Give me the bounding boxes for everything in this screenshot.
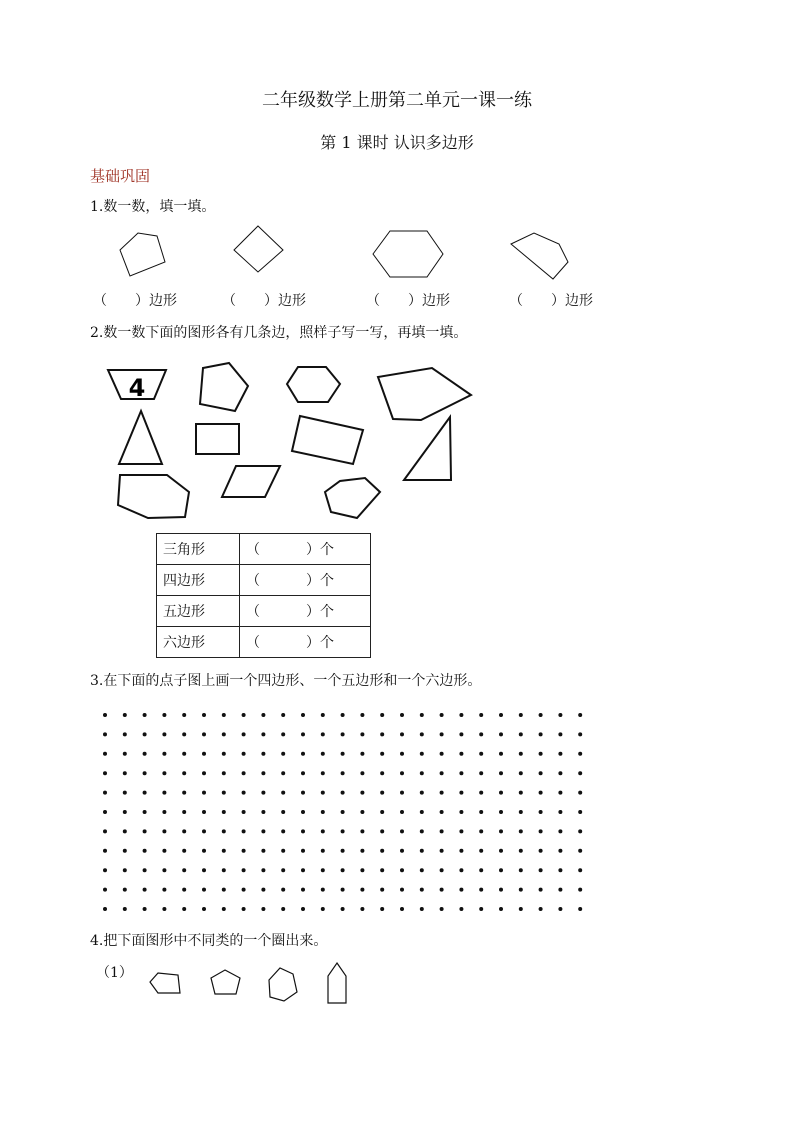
q4-shape-pentagon-3[interactable] — [328, 963, 346, 1003]
table-row-label: 四边形 — [157, 565, 240, 596]
q4-part-1-label: （1） — [96, 965, 133, 981]
page-title: 二年级数学上册第二单元一课一练 — [262, 90, 532, 111]
table-row-answer[interactable]: （ ）个 — [240, 627, 371, 658]
q4-shape-pentagon-2[interactable] — [211, 970, 240, 994]
table-row-answer[interactable]: （ ）个 — [240, 596, 371, 627]
table-row-label: 三角形 — [157, 534, 240, 565]
question-2-text: 2.数一数下面的图形各有几条边，照样子写一写，再填一填。 — [90, 325, 468, 341]
q1-answer-2[interactable]: （ ）边形 — [222, 293, 306, 309]
q4-shape-hexagon[interactable] — [269, 968, 297, 1001]
question-3-text: 3.在下面的点子图上画一个四边形、一个五边形和一个六边形。 — [90, 673, 482, 689]
page-subtitle: 第 1 课时 认识多边形 — [320, 133, 474, 152]
q1-answer-1[interactable]: （ ）边形 — [93, 293, 177, 309]
table-row-label: 六边形 — [157, 627, 240, 658]
table-row-label: 五边形 — [157, 596, 240, 627]
table-row-answer[interactable]: （ ）个 — [240, 534, 371, 565]
table-row-answer[interactable]: （ ）个 — [240, 565, 371, 596]
q4-shape-pentagon-1[interactable] — [150, 973, 180, 993]
q2-sample-number: 4 — [128, 374, 146, 402]
section-heading: 基础巩固 — [90, 167, 151, 185]
question-1-text: 1.数一数，填一填。 — [90, 199, 216, 215]
q1-answer-3[interactable]: （ ）边形 — [366, 293, 450, 309]
question-4-text: 4.把下面图形中不同类的一个圈出来。 — [90, 933, 328, 949]
q1-answer-4[interactable]: （ ）边形 — [509, 293, 593, 309]
